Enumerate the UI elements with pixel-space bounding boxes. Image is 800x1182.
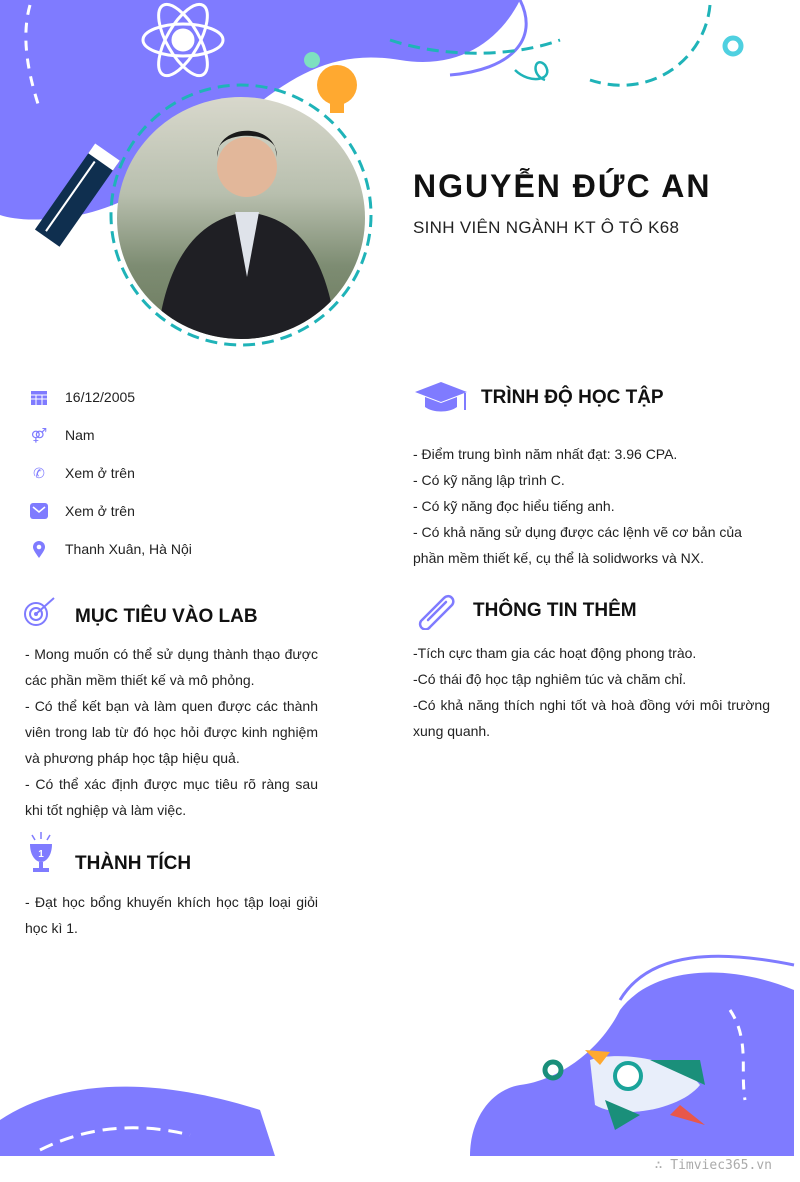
info-birthday — [28, 386, 135, 408]
profile-photo — [117, 97, 365, 339]
address-text: Thanh Xuân, Hà Nội — [65, 541, 192, 557]
gender-text: Nam — [65, 427, 95, 443]
info-email — [28, 500, 135, 522]
goal-line: - Có thể kết bạn và làm quen được các thành viên trong lab từ đó học hỏi được kinh nghiệm và phương pháp học tập hiệu quả. — [25, 698, 318, 766]
phone-text: Xem ở trên — [65, 465, 135, 481]
phone-icon: ✆ — [33, 464, 45, 481]
goal-heading: MỤC TIÊU VÀO LAB — [75, 606, 258, 627]
watermark: ∴ Timviec365.vn — [654, 1158, 772, 1173]
education-line: - Có kỹ năng lập trình C. — [413, 472, 565, 488]
education-content — [413, 441, 773, 571]
goal-content — [25, 641, 318, 823]
extra-line: -Có khả năng thích nghi tốt và hoà đồng với môi trường xung quanh. — [413, 697, 770, 739]
education-heading: TRÌNH ĐỘ HỌC TẬP — [481, 387, 664, 408]
goal-line: - Mong muốn có thể sử dụng thành thạo được các phần mềm thiết kế và mô phỏng. — [25, 646, 318, 688]
education-line: - Có khả năng sử dụng được các lệnh vẽ cơ bản của phần mềm thiết kế, cụ thể là solidworks và NX. — [413, 524, 742, 566]
awards-line: - Đạt học bổng khuyến khích học tập loại giỏi học kì 1. — [25, 894, 318, 936]
extra-line: -Tích cực tham gia các hoạt động phong trào. — [413, 645, 697, 661]
candidate-title: SINH VIÊN NGÀNH KT Ô TÔ K68 — [413, 218, 680, 237]
info-address — [28, 538, 192, 560]
info-phone — [28, 462, 135, 484]
education-line: - Có kỹ năng đọc hiểu tiếng anh. — [413, 498, 615, 514]
person-silhouette — [117, 97, 365, 339]
trophy-icon — [24, 830, 58, 876]
location-icon — [28, 538, 50, 560]
info-gender — [28, 424, 95, 446]
candidate-name: NGUYỄN ĐỨC AN — [413, 168, 712, 204]
goal-line: - Có thể xác định được mục tiêu rõ ràng sau khi tốt nghiệp và làm việc. — [25, 776, 318, 818]
awards-content — [25, 889, 318, 941]
extra-content — [413, 640, 770, 744]
awards-heading: THÀNH TÍCH — [75, 853, 192, 874]
extra-heading: THÔNG TIN THÊM — [473, 600, 637, 621]
extra-line: -Có thái độ học tập nghiêm túc và chăm chỉ. — [413, 671, 687, 687]
svg-text:1: 1 — [38, 849, 44, 860]
graduation-cap-icon — [413, 380, 469, 414]
email-text: Xem ở trên — [65, 503, 135, 519]
email-icon — [28, 500, 50, 522]
gender-icon: ⚤ — [30, 426, 48, 443]
calendar-icon — [28, 386, 50, 408]
education-line: - Điểm trung bình năm nhất đạt: 3.96 CPA. — [413, 446, 678, 462]
target-icon — [24, 596, 58, 628]
birthday-text: 16/12/2005 — [65, 389, 136, 405]
paperclip-icon — [416, 590, 460, 630]
